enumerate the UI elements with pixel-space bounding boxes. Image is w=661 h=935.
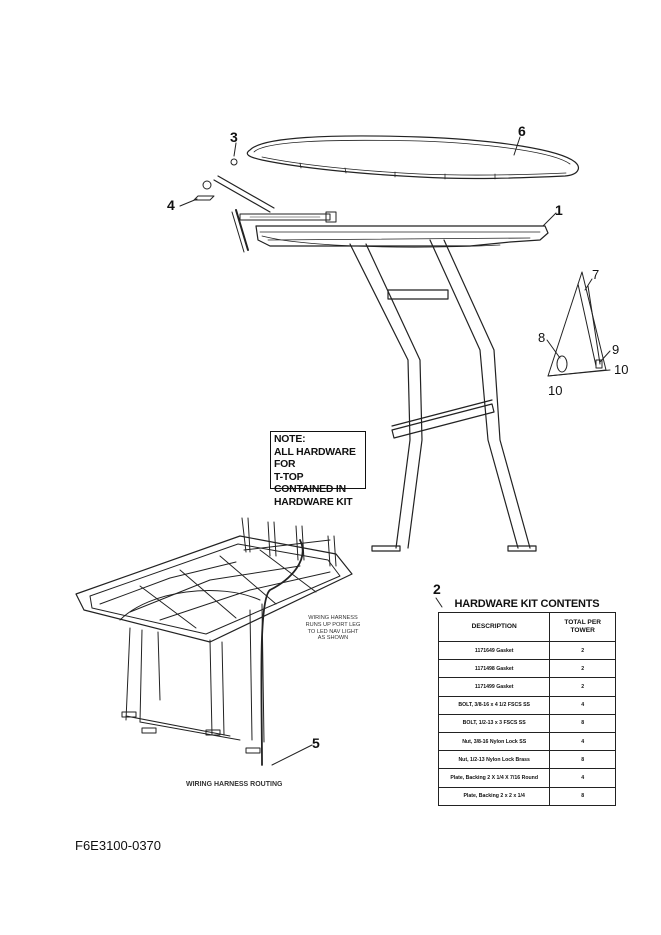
table-row xyxy=(439,660,616,678)
note-line-3: T-TOP CONTAINED IN xyxy=(274,471,346,495)
callout-9: 9 xyxy=(612,342,620,357)
callout-10b: 10 xyxy=(548,383,563,398)
wiring-harness-note xyxy=(296,615,370,642)
kit-row-qty: 4 xyxy=(550,696,616,714)
harness-note-line-2: RUNS UP PORT LEG xyxy=(305,621,361,628)
kit-header-description: DESCRIPTION xyxy=(439,613,550,642)
kit-row-qty: 8 xyxy=(550,751,616,769)
table-row xyxy=(439,678,616,696)
callout-5: 5 xyxy=(312,735,320,751)
callout-6: 6 xyxy=(518,123,526,139)
kit-row-description: 1171499 Gasket xyxy=(439,678,550,696)
wiring-harness-routing-caption: WIRING HARNESS ROUTING xyxy=(186,781,283,788)
kit-row-description: 1171498 Gasket xyxy=(439,660,550,678)
table-row xyxy=(439,642,616,660)
canopy-top xyxy=(247,136,578,179)
kit-row-qty: 8 xyxy=(550,787,616,805)
callout-1: 1 xyxy=(555,202,563,218)
kit-row-description: Plate, Backing 2 X 1/4 X 7/16 Round xyxy=(439,769,550,787)
hardware-kit-table xyxy=(438,612,616,806)
light-bar-assembly xyxy=(194,159,336,252)
kit-row-qty: 4 xyxy=(550,769,616,787)
kit-row-description: 1171649 Gasket xyxy=(439,642,550,660)
mount-detail-inset xyxy=(548,272,610,376)
kit-row-qty: 2 xyxy=(550,642,616,660)
harness-note-line-3: TO LED NAV LIGHT xyxy=(307,628,359,635)
table-row xyxy=(439,787,616,805)
callout-10a: 10 xyxy=(614,362,629,377)
kit-row-qty: 4 xyxy=(550,732,616,750)
kit-header-qty-line-1: TOTAL PER xyxy=(564,619,601,626)
kit-row-description: BOLT, 3/8-16 x 4 1/2 FSCS SS xyxy=(439,696,550,714)
callout-8: 8 xyxy=(538,330,546,345)
table-row xyxy=(439,769,616,787)
part-code: F6E3100-0370 xyxy=(75,838,162,853)
kit-table-header-row xyxy=(439,613,616,642)
kit-row-description: BOLT, 1/2-13 x 3 FSCS SS xyxy=(439,714,550,732)
kit-row-description: Nut, 3/8-16 Nylon Lock SS xyxy=(439,732,550,750)
callout-3: 3 xyxy=(230,129,238,145)
hardware-note-box xyxy=(270,431,366,508)
table-row xyxy=(439,714,616,732)
tower-legs xyxy=(350,240,536,551)
kit-row-qty: 8 xyxy=(550,714,616,732)
table-row xyxy=(439,696,616,714)
kit-row-qty: 2 xyxy=(550,660,616,678)
top-frame xyxy=(256,226,548,247)
note-line-1: NOTE: xyxy=(274,434,306,445)
harness-note-line-1: WIRING HARNESS xyxy=(308,615,358,621)
callout-4: 4 xyxy=(167,197,175,213)
harness-note-line-4: AS SHOWN xyxy=(317,635,349,642)
note-line-2: ALL HARDWARE FOR xyxy=(274,446,356,470)
note-line-4: HARDWARE KIT xyxy=(274,496,353,508)
kit-header-qty-line-2: TOWER xyxy=(570,627,595,634)
table-row xyxy=(439,751,616,769)
hardware-kit-title: HARDWARE KIT CONTENTS xyxy=(454,598,600,610)
table-row xyxy=(439,732,616,750)
kit-header-qty xyxy=(550,613,616,642)
callout-2: 2 xyxy=(433,581,441,597)
kit-row-description: Plate, Backing 2 x 2 x 1/4 xyxy=(439,787,550,805)
kit-row-description: Nut, 1/2-13 Nylon Lock Brass xyxy=(439,751,550,769)
callout-7: 7 xyxy=(592,267,600,282)
kit-row-qty: 2 xyxy=(550,678,616,696)
